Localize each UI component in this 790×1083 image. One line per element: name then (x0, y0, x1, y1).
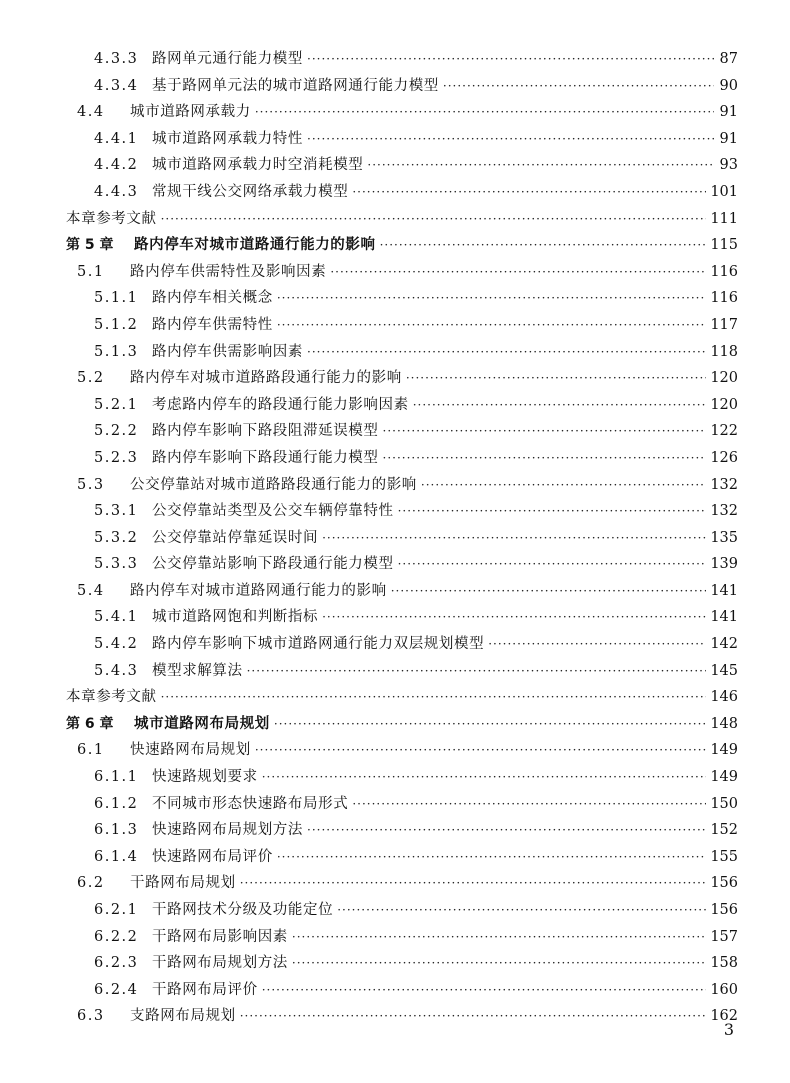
toc-entry-title: 路内停车影响下路段阻滞延误模型 (152, 423, 379, 440)
toc-entry (0, 658, 790, 685)
toc-entry (0, 604, 790, 631)
toc-entry-title: 基于路网单元法的城市道路网通行能力模型 (152, 77, 439, 94)
leader-dots (398, 498, 707, 525)
toc-entry-page: 111 (710, 210, 738, 227)
toc-entry-page: 146 (710, 689, 738, 706)
toc-entry-title: 路内停车供需影响因素 (152, 343, 303, 360)
toc-entry (0, 73, 790, 100)
toc-entry-title: 城市道路网饱和判断指标 (152, 609, 319, 626)
toc-entry-title: 路内停车影响下城市道路网通行能力双层规划模型 (152, 636, 485, 653)
leader-dots (262, 977, 707, 1004)
toc-entry (0, 631, 790, 658)
toc-entry (0, 472, 790, 499)
toc-entry (0, 365, 790, 392)
toc-entry-title: 公交停靠站类型及公交车辆停靠特性 (152, 503, 394, 520)
toc-entry-title: 公交停靠站对城市道路路段通行能力的影响 (130, 476, 417, 493)
toc-entry-number: 5.1.3 (94, 343, 139, 360)
toc-entry-title: 快速路网布局规划方法 (152, 822, 303, 839)
leader-dots (307, 339, 706, 366)
toc-entry-title: 干路网布局影响因素 (152, 928, 288, 945)
toc-references (0, 684, 790, 711)
toc-entry-title: 城市道路网承载力 (130, 104, 251, 121)
toc-entry-number: 5.1.1 (94, 290, 139, 307)
toc-entry-page: 91 (719, 130, 738, 147)
table-of-contents (0, 46, 790, 1030)
toc-entry-page: 150 (710, 795, 738, 812)
toc-entry-title: 快速路网布局规划 (130, 742, 251, 759)
toc-entry-page: 101 (710, 183, 738, 200)
toc-entry (0, 551, 790, 578)
toc-entry-number: 6.2.3 (94, 955, 139, 972)
toc-entry (0, 1003, 790, 1030)
toc-entry (0, 312, 790, 339)
toc-entry-page: 156 (710, 902, 738, 918)
leader-dots (413, 392, 707, 419)
toc-entry-title: 快速路规划要求 (152, 769, 258, 786)
toc-entry-number: 6.1.1 (94, 769, 139, 786)
toc-entry-number: 第 5 章 (66, 237, 114, 254)
leader-dots (307, 817, 706, 844)
toc-entry (0, 339, 790, 366)
toc-entry (0, 525, 790, 552)
toc-entry-number: 5.2.1 (94, 396, 139, 413)
toc-entry-title: 路内停车供需特性及影响因素 (130, 263, 327, 280)
toc-entry-number: 5.3 (77, 476, 105, 493)
toc-entry-number: 6.1 (77, 742, 105, 759)
toc-entry-page: 90 (719, 77, 738, 94)
toc-entry-page: 132 (710, 476, 738, 493)
toc-entry-title: 模型求解算法 (152, 662, 243, 679)
toc-entry-number: 5.3.2 (94, 529, 139, 546)
toc-references (0, 206, 790, 233)
toc-entry-title: 干路网布局规划 (130, 875, 236, 892)
toc-entry-title: 路内停车影响下路段通行能力模型 (152, 449, 379, 466)
leader-dots (383, 445, 707, 472)
toc-entry-number: 第 6 章 (66, 715, 114, 732)
toc-entry-page: 139 (710, 556, 738, 573)
toc-entry-number: 5.4.1 (94, 609, 139, 626)
toc-entry-title: 常规干线公交网络承载力模型 (152, 183, 349, 200)
toc-entry-title: 城市道路网承载力时空消耗模型 (152, 157, 364, 174)
toc-entry (0, 764, 790, 791)
leader-dots (161, 684, 707, 711)
leader-dots (367, 152, 714, 179)
toc-entry-number: 6.1.4 (94, 848, 139, 865)
toc-entry (0, 844, 790, 871)
leader-dots (255, 99, 714, 126)
leader-dots (277, 844, 707, 871)
toc-entry-title: 本章参考文献 (66, 210, 157, 227)
leader-dots (255, 737, 707, 764)
toc-entry-page: 149 (710, 742, 738, 759)
toc-entry-title: 考虑路内停车的路段通行能力影响因素 (152, 396, 409, 413)
toc-entry-title: 路内停车对城市道路路段通行能力的影响 (130, 370, 402, 387)
toc-entry-title: 不同城市形态快速路布局形式 (152, 795, 349, 812)
toc-entry-number: 6.1.3 (94, 822, 139, 839)
toc-entry-number: 5.2.2 (94, 423, 139, 440)
toc-entry-page: 91 (719, 104, 738, 121)
toc-entry-title: 路内停车供需特性 (152, 316, 273, 333)
toc-entry-number: 6.2 (77, 875, 105, 892)
toc-entry-title: 支路网布局规划 (130, 1008, 236, 1025)
leader-dots (292, 924, 706, 951)
toc-entry-number: 4.4.3 (94, 183, 139, 200)
toc-entry (0, 445, 790, 472)
toc-entry-number: 6.2.2 (94, 928, 139, 945)
toc-entry-number: 4.4.1 (94, 130, 139, 147)
toc-entry-page: 126 (710, 449, 738, 466)
toc-entry-page: 141 (710, 582, 738, 599)
leader-dots (337, 897, 706, 924)
toc-entry-number: 6.2.1 (94, 902, 139, 918)
toc-chapter (0, 711, 790, 738)
toc-entry-title: 城市道路网布局规划 (134, 715, 270, 732)
toc-entry-page: 118 (710, 343, 738, 360)
toc-entry (0, 897, 790, 924)
toc-entry (0, 418, 790, 445)
toc-entry (0, 152, 790, 179)
leader-dots (277, 312, 707, 339)
leader-dots (398, 551, 707, 578)
toc-entry (0, 498, 790, 525)
toc-entry-page: 152 (710, 822, 738, 839)
toc-entry-page: 157 (710, 928, 738, 945)
leader-dots (352, 791, 706, 818)
toc-entry-title: 干路网布局规划方法 (152, 955, 288, 972)
toc-entry-title: 路内停车相关概念 (152, 290, 273, 307)
leader-dots (277, 285, 707, 312)
toc-entry-page: 132 (710, 503, 738, 520)
toc-entry-title: 公交停靠站影响下路段通行能力模型 (152, 556, 394, 573)
toc-entry-number: 5.3.1 (94, 503, 139, 520)
toc-entry (0, 578, 790, 605)
toc-entry (0, 924, 790, 951)
toc-entry-page: 162 (710, 1008, 738, 1025)
toc-entry-number: 4.4.2 (94, 157, 139, 174)
toc-entry-page: 141 (710, 609, 738, 626)
toc-entry-title: 路内停车对城市道路网通行能力的影响 (130, 582, 387, 599)
toc-entry (0, 977, 790, 1004)
leader-dots (322, 604, 706, 631)
toc-entry-page: 93 (719, 157, 738, 174)
leader-dots (161, 206, 707, 233)
toc-entry-page: 148 (710, 715, 738, 732)
toc-entry-page: 142 (710, 636, 738, 653)
leader-dots (380, 232, 707, 259)
toc-entry (0, 950, 790, 977)
toc-entry-number: 5.3.3 (94, 556, 139, 573)
toc-entry-number: 4.3.4 (94, 77, 139, 94)
toc-entry-page: 87 (719, 51, 738, 67)
leader-dots (391, 578, 707, 605)
leader-dots (240, 1003, 707, 1030)
toc-entry-title: 路内停车对城市道路通行能力的影响 (134, 237, 376, 254)
leader-dots (406, 365, 707, 392)
leader-dots (352, 179, 706, 206)
toc-entry-page: 145 (710, 662, 738, 679)
toc-entry-number: 5.1.2 (94, 316, 139, 333)
toc-entry-page: 115 (710, 237, 738, 254)
leader-dots (307, 126, 714, 153)
toc-entry (0, 46, 790, 73)
toc-chapter (0, 232, 790, 259)
toc-entry-page: 116 (710, 263, 738, 280)
toc-entry-number: 5.2 (77, 370, 105, 387)
toc-entry (0, 179, 790, 206)
leader-dots (292, 950, 706, 977)
toc-entry-title: 公交停靠站停靠延误时间 (152, 529, 319, 546)
toc-entry-page: 120 (710, 370, 738, 387)
page-number: 3 (723, 1020, 734, 1039)
toc-entry-title: 本章参考文献 (66, 689, 157, 706)
toc-entry-page: 135 (710, 529, 738, 546)
toc-entry-number: 5.4.3 (94, 662, 139, 679)
toc-entry-number: 6.3 (77, 1008, 105, 1025)
toc-entry-title: 城市道路网承载力特性 (152, 130, 303, 147)
leader-dots (307, 46, 714, 73)
toc-entry-number: 5.2.3 (94, 449, 139, 466)
toc-entry-title: 干路网技术分级及功能定位 (152, 902, 334, 918)
toc-entry-page: 149 (710, 769, 738, 786)
toc-entry-page: 156 (710, 875, 738, 892)
leader-dots (247, 658, 707, 685)
toc-entry-number: 5.4.2 (94, 636, 139, 653)
leader-dots (274, 711, 706, 738)
toc-entry-page: 116 (710, 290, 738, 307)
toc-entry-page: 160 (710, 981, 738, 998)
leader-dots (443, 73, 714, 100)
toc-entry-page: 155 (710, 848, 738, 865)
toc-entry (0, 259, 790, 286)
toc-entry-number: 6.1.2 (94, 795, 139, 812)
leader-dots (488, 631, 706, 658)
leader-dots (262, 764, 707, 791)
toc-entry (0, 817, 790, 844)
toc-entry-page: 120 (710, 396, 738, 413)
toc-entry (0, 392, 790, 419)
leader-dots (421, 472, 706, 499)
toc-entry-page: 158 (710, 955, 738, 972)
toc-entry (0, 791, 790, 818)
toc-entry (0, 99, 790, 126)
toc-entry-title: 干路网布局评价 (152, 981, 258, 998)
leader-dots (240, 870, 707, 897)
toc-entry (0, 285, 790, 312)
toc-entry-number: 5.4 (77, 582, 105, 599)
toc-entry-number: 5.1 (77, 263, 105, 280)
toc-entry-number: 4.4 (77, 104, 105, 121)
toc-entry-number: 4.3.3 (94, 51, 139, 67)
toc-entry-page: 122 (710, 423, 738, 440)
toc-entry (0, 737, 790, 764)
leader-dots (330, 259, 706, 286)
toc-entry-number: 6.2.4 (94, 981, 139, 998)
leader-dots (383, 418, 707, 445)
toc-entry-title: 路网单元通行能力模型 (152, 51, 303, 67)
toc-entry (0, 126, 790, 153)
leader-dots (322, 525, 706, 552)
toc-entry (0, 870, 790, 897)
toc-entry-page: 117 (710, 316, 738, 333)
toc-entry-title: 快速路网布局评价 (152, 848, 273, 865)
